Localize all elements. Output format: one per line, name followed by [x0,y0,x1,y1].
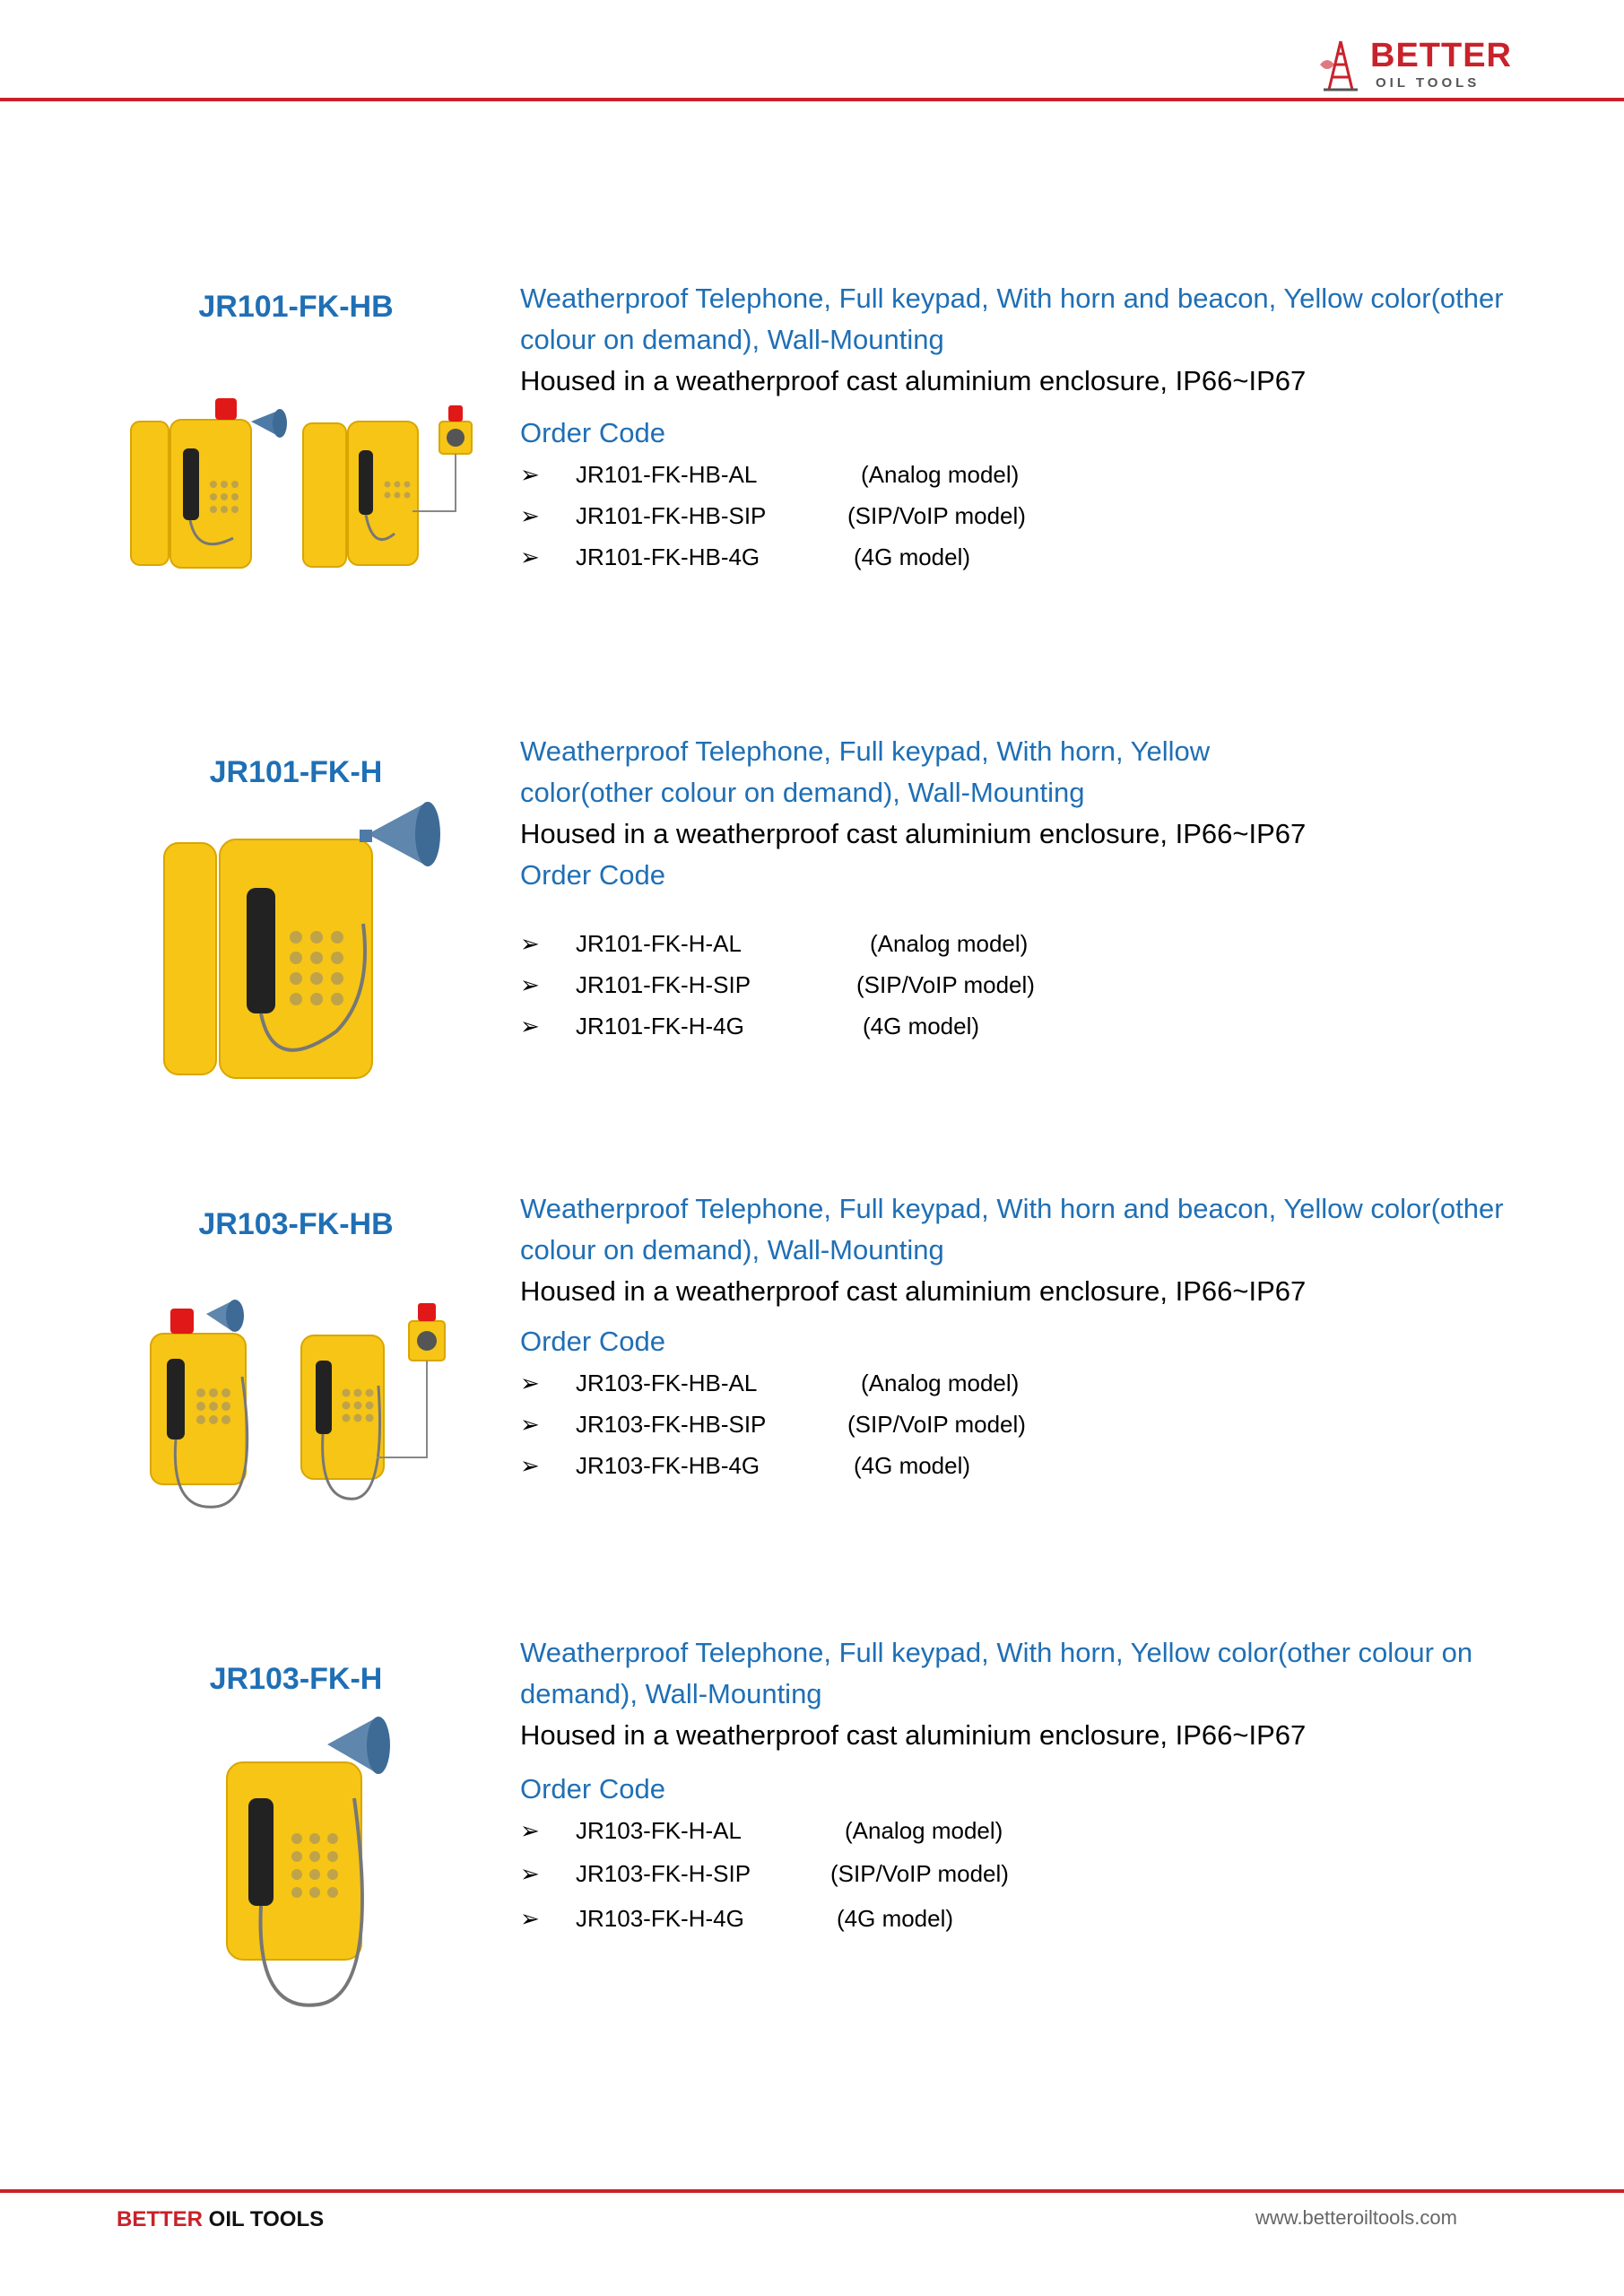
footer-brand [117,2206,324,2233]
model-type: (4G model) [863,1013,980,1039]
order-code: JR103-FK-H-SIP [576,1860,751,1887]
model-type: (SIP/VoIP model) [830,1860,1009,1887]
model-type: (SIP/VoIP model) [847,1411,1026,1438]
order-code-title: Order Code [520,1326,665,1357]
arrow-bullet-icon: ➢ [520,1817,540,1844]
product-info [520,731,1533,1047]
order-code: JR103-FK-HB-AL [576,1370,758,1396]
product-description: Weatherproof Telephone, Full keypad, With horn, Yellow color(other colour on demand), Wall-Mounting [520,1637,1473,1709]
model-type: (SIP/VoIP model) [856,971,1035,998]
list-item [520,1005,1533,1047]
model-type: (Analog model) [861,1370,1020,1396]
product-description: Weatherproof Telephone, Full keypad, With horn and beacon, Yellow color(other colour on demand), Wall-Mounting [520,283,1504,355]
derrick-logo-icon [1318,38,1363,93]
order-code-list [520,1362,1533,1486]
list-item [520,536,1533,578]
order-code: JR101-FK-HB-SIP [576,502,767,529]
order-code: JR103-FK-H-AL [576,1817,742,1844]
list-item [520,1810,1533,1851]
footer-website-link[interactable]: www.betteroiltools.com [1255,2206,1457,2229]
order-code-title: Order Code [520,1773,665,1805]
model-title: JR103-FK-H [209,1662,383,1696]
order-code: JR101-FK-H-AL [576,930,742,957]
phone-horn-beacon-image [126,386,484,578]
arrow-bullet-icon: ➢ [520,1411,540,1438]
list-item [520,923,1533,964]
logo-text-better: BETTER [1370,37,1512,74]
arrow-bullet-icon: ➢ [520,461,540,488]
order-code: JR101-FK-H-4G [576,1013,744,1039]
footer-brand-oil-tools: OIL TOOLS [208,2207,325,2231]
logo-text-oil-tools: OIL TOOLS [1376,75,1481,91]
product-housing: Housed in a weatherproof cast aluminium enclosure, IP66~IP67 [520,1275,1307,1307]
list-item [520,1362,1533,1404]
arrow-bullet-icon: ➢ [520,1013,540,1039]
order-code: JR101-FK-H-SIP [576,971,751,998]
phone-horn-image [220,1709,408,2022]
product-info [520,1188,1533,1486]
order-code: JR101-FK-HB-4G [576,544,760,570]
brand-logo [1318,36,1512,99]
list-item [520,1898,1533,1939]
order-code: JR103-FK-HB-4G [576,1452,760,1479]
model-type: (SIP/VoIP model) [847,502,1026,529]
arrow-bullet-icon: ➢ [520,1905,540,1932]
list-item [520,1445,1533,1486]
product-description: Weatherproof Telephone, Full keypad, With horn and beacon, Yellow color(other colour on demand), Wall-Mounting [520,1193,1504,1265]
arrow-bullet-icon: ➢ [520,1370,540,1396]
model-type: (Analog model) [861,461,1020,488]
arrow-bullet-icon: ➢ [520,1452,540,1479]
list-item [520,495,1533,536]
product-info [520,278,1533,578]
arrow-bullet-icon: ➢ [520,930,540,957]
order-code: JR101-FK-HB-AL [576,461,758,488]
product-housing: Housed in a weatherproof cast aluminium enclosure, IP66~IP67 [520,818,1307,849]
phone-horn-beacon-image [143,1278,448,1529]
list-item [520,454,1533,495]
order-code-list [520,1810,1533,1939]
model-title: JR103-FK-HB [198,1207,394,1241]
arrow-bullet-icon: ➢ [520,1860,540,1887]
footer-brand-better: BETTER [117,2207,203,2231]
order-code: JR103-FK-H-4G [576,1905,744,1932]
order-code-list [520,923,1533,1047]
order-code: JR103-FK-HB-SIP [576,1411,767,1438]
product-description: Weatherproof Telephone, Full keypad, With horn, Yellow color(other colour on demand), Wall-Mounting [520,735,1211,808]
header-divider [0,98,1624,101]
model-type: (4G model) [854,544,971,570]
arrow-bullet-icon: ➢ [520,544,540,570]
model-title: JR101-FK-H [209,755,383,789]
product-info [520,1632,1533,1939]
model-type: (4G model) [837,1905,954,1932]
footer-divider [0,2189,1624,2193]
order-code-title: Order Code [520,859,665,891]
order-code-title: Order Code [520,417,665,448]
model-type: (Analog model) [870,930,1029,957]
product-housing: Housed in a weatherproof cast aluminium enclosure, IP66~IP67 [520,365,1307,396]
arrow-bullet-icon: ➢ [520,502,540,529]
list-item [520,1853,1533,1894]
arrow-bullet-icon: ➢ [520,971,540,998]
order-code-list [520,454,1533,578]
list-item [520,964,1533,1005]
model-title: JR101-FK-HB [198,290,394,324]
model-type: (4G model) [854,1452,971,1479]
phone-horn-image [157,780,453,1085]
product-housing: Housed in a weatherproof cast aluminium enclosure, IP66~IP67 [520,1719,1307,1751]
list-item [520,1404,1533,1445]
model-type: (Analog model) [845,1817,1003,1844]
